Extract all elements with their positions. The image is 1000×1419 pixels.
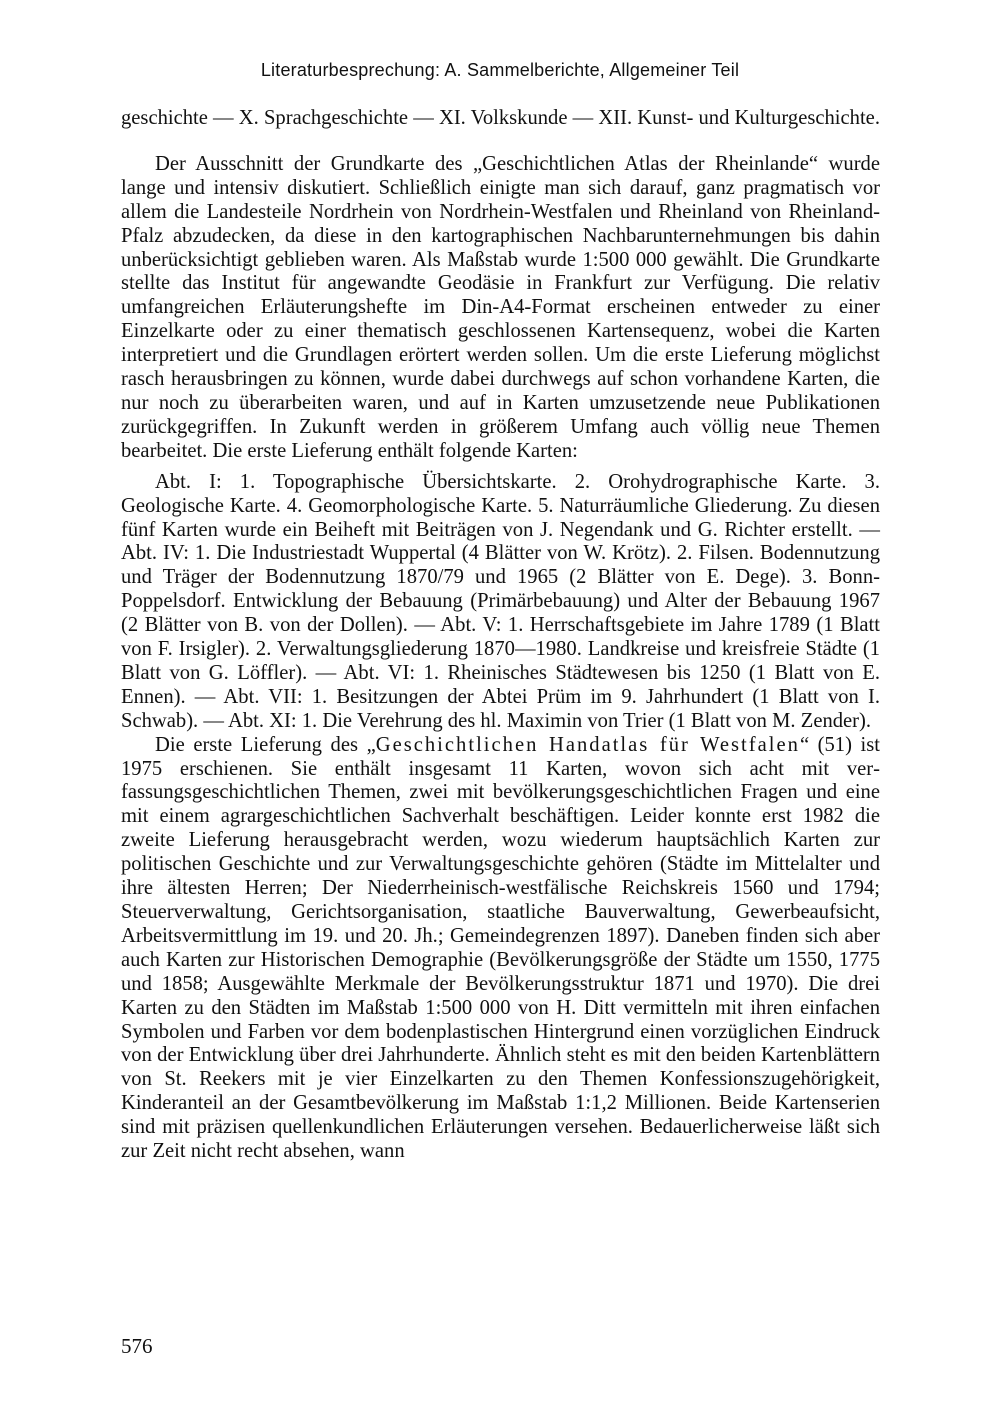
paragraph-rheinlande-atlas: Der Ausschnitt der Grundkarte des „Geschichtlichen Atlas der Rheinlande“ wurde lange und intensiv diskutiert. Schließlich einigte man sich darauf, ganz pragmatisch vor allem die Landesteile Nordrhein von Nordrhein-Westfalen und Rheinland von Rheinland-Pfalz abzudecken, da diese in den kartographischen Nachbarunternehmungen bis dahin unberücksichtigt geblieben waren. Als Maßstab wurde 1:500 000 gewählt. Die Grundkarte stellte das Institut für angewandte Geodäsie in Frankfurt zur Verfügung. Die relativ umfangreichen Erläuterungshefte im Din-A4-Format erscheinen entweder zu einer Einzelkarte oder zu einer thematisch geschlossenen Kartensequenz, wobei die Karten interpretiert und die Grundlagen erörtert werden sollen. Um die erste Lieferung möglichst rasch herausbringen zu können, wurde dabei durchwegs auf schon vorhandene Karten, die nur noch zu überarbeiten waren, und auf in Karten umzusetzende neue Publikationen zurückgegriffen. In Zukunft werden in größerem Umfang auch völlig neue Themen bearbeitet. Die erste Lieferung enthält folgende Karten: bbox=[121, 152, 880, 462]
running-head: Literaturbesprechung: A. Sammelberichte, Allgemeiner Teil bbox=[260, 60, 740, 80]
paragraph-westfalen-lead: Die erste Lieferung des „ bbox=[155, 733, 376, 756]
page-number: 576 bbox=[121, 1334, 153, 1358]
atlas-title-spaced: Geschichtlichen Handatlas für Westfalen bbox=[375, 733, 800, 756]
paragraph-continuation: geschichte — X. Sprachgeschichte — XI. Volkskunde — XII. Kunst- und Kulturgeschichte. bbox=[121, 107, 880, 129]
paragraph-westfalen-atlas bbox=[121, 734, 880, 1164]
paragraph-map-list: Abt. I: 1. Topographische Übersichtskarte. 2. Orohydrographische Karte. 3. Geologische Karte. 4. Geomorphologische Karte. 5. Naturräumliche Gliederung. Zu diesen fünf Karten wurde ein Beiheft mit Beiträgen von J. Negendank und G. Richter erstellt. — Abt. IV: 1. Die Industriestadt Wuppertal (4 Blätter von W. Krötz). 2. Filsen. Bodennutzung und Träger der Bodennutzung 1870/79 und 1965 (2 Blätter von E. Dege). 3. Bonn-Poppelsdorf. Entwicklung der Bebauung (Primärbebauung) und Alter der Bebauung 1967 (2 Blätter von B. von der Dollen). — Abt. V: 1. Herrschaftsgebiete im Jahre 1789 (1 Blatt von F. Irsigler). 2. Verwaltungsgliederung 1870—1980. Landkreise und kreisfreie Städte (1 Blatt von G. Löffler). — Abt. VI: 1. Rheinisches Städtewesen bis 1250 (1 Blatt von E. Ennen). — Abt. VII: 1. Besitzungen der Abtei Prüm im 9. Jahrhundert (1 Blatt von I. Schwab). — Abt. XI: 1. Die Verehrung des hl. Maximin von Trier (1 Blatt von M. Zender). bbox=[121, 470, 880, 732]
body-text bbox=[121, 107, 880, 1164]
paragraph-westfalen-body: “ (51) ist 1975 erschienen. Sie enthält insgesamt 11 Karten, wovon sich acht mit verfassungsgeschichtlichen Themen, zwei mit bevölkerungsgeschichtlichen Fragen und eine mit einem agrargeschichtlichen Sachverhalt beschäftigen. Leider konnte erst 1982 die zweite Lieferung herausgebracht werden, wozu wiederum hauptsächlich Karten zur politischen Geschichte und zur Verwaltungsgeschichte gehören (Städte im Mittelalter und ihre ältesten Herren; Der Niederrheinisch-westfälische Reichskreis 1560 und 1794; Steuerverwaltung, Gerichtsorganisation, staatliche Bauverwaltung, Gewerbeaufsicht, Arbeitsvermittlung im 19. und 20. Jh.; Gemeindegrenzen 1897). Daneben finden sich aber auch Karten zur Historischen Demographie (Bevölkerungsgröße der Städte um 1550, 1775 und 1858; Ausgewählte Merkmale der Bevölkerungsstruktur 1871 und 1970). Die drei Karten zu den Städten im Maßstab 1:500 000 von H. Ditt vermitteln mit ihren einfachen Symbolen und Farben vor dem bodenplastischen Hintergrund einen vorzüglichen Eindruck von der Entwicklung über drei Jahrhunderte. Ähnlich steht es mit den beiden Kartenblättern von St. Reekers mit je vier Einzelkarten zu den Themen Konfessionszugehörigkeit, Kinderanteil an der Gesamtbevölkerung im Maßstab 1:1,2 Millionen. Beide Kartenserien sind mit präzisen quellenkundlichen Erläuterungen versehen. Bedauerlicherweise läßt sich zur Zeit nicht recht absehen, wann bbox=[121, 733, 881, 1163]
